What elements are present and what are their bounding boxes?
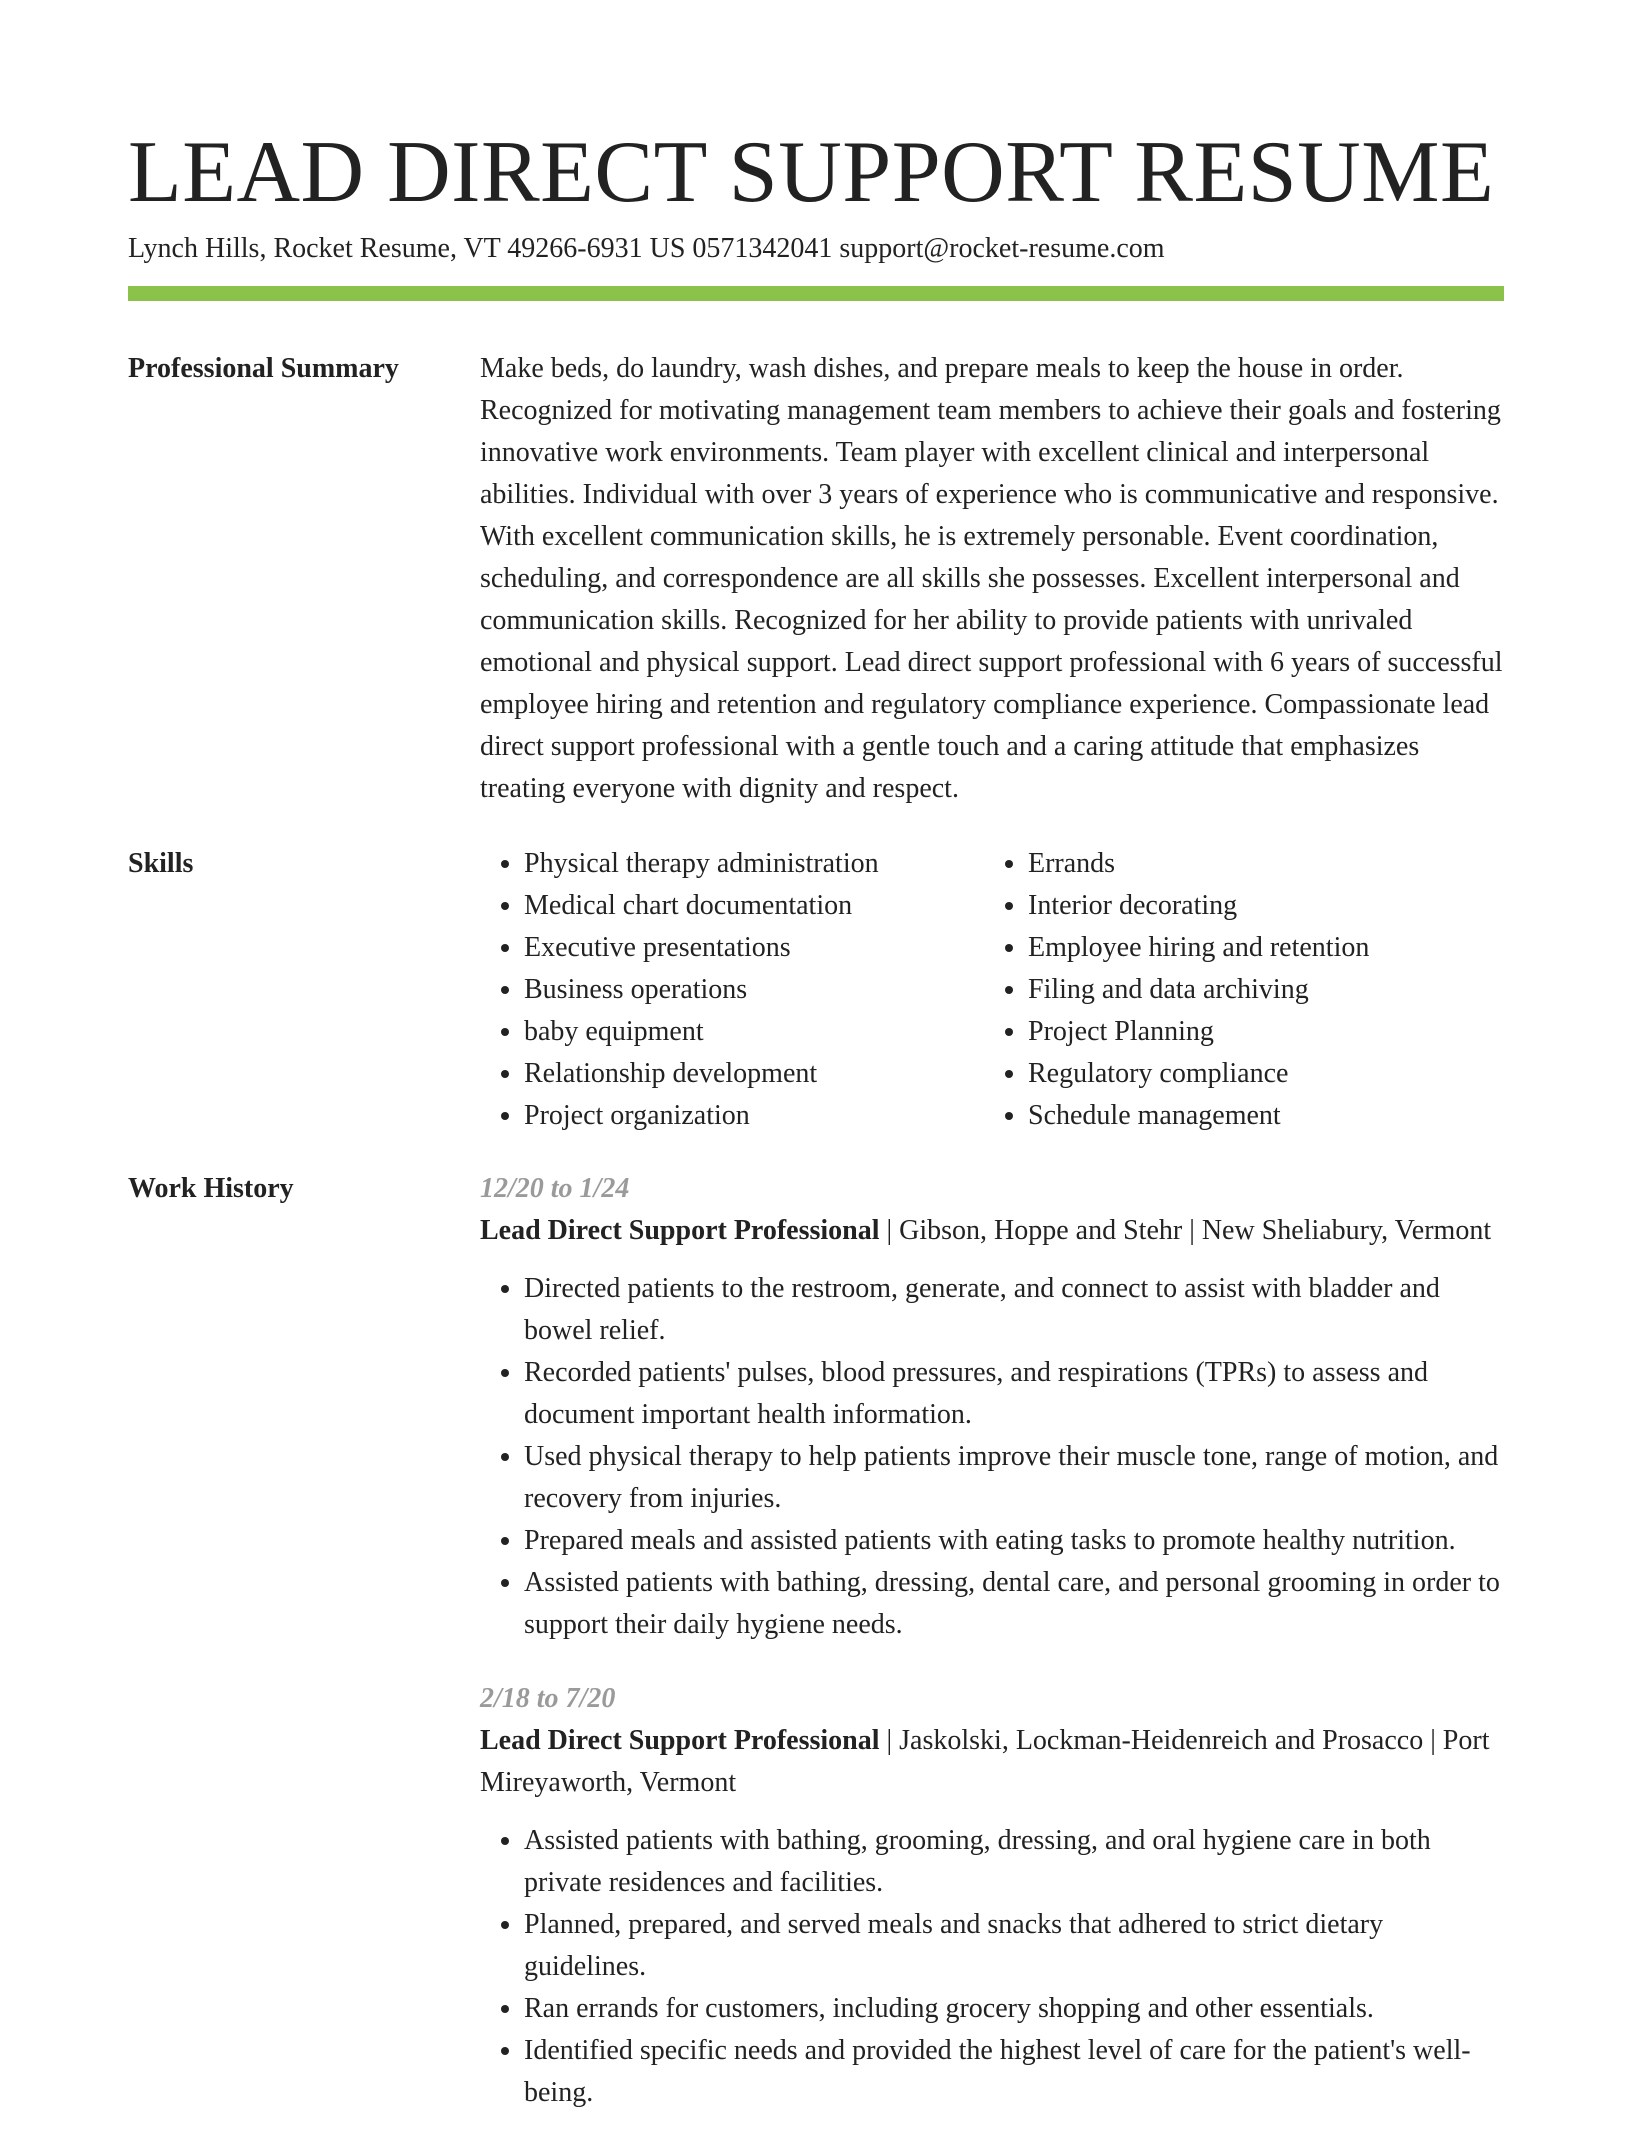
resume-title: LEAD DIRECT SUPPORT RESUME bbox=[128, 124, 1495, 221]
skill-item: • Relationship development bbox=[524, 1053, 984, 1095]
skills-columns bbox=[480, 843, 1504, 1137]
job-entry bbox=[480, 1678, 1504, 2114]
skill-item: • Filing and data archiving bbox=[1028, 969, 1488, 1011]
skill-item: • Employee hiring and retention bbox=[1028, 927, 1488, 969]
job-heading bbox=[480, 1720, 1504, 1804]
job-dates: 2/18 to 7/20 bbox=[480, 1683, 616, 1714]
skill-item: • Physical therapy administration bbox=[524, 843, 984, 885]
skill-item: • Schedule management bbox=[1028, 1095, 1488, 1137]
skills-list-left bbox=[480, 843, 984, 1137]
job-employer-location: | Jaskolski, Lockman-Heidenreich and Prosacco | Port Mireyaworth, Vermont bbox=[480, 1725, 1490, 1798]
job-duty: • Used physical therapy to help patients improve their muscle tone, range of motion, and recovery from injuries. bbox=[524, 1436, 1504, 1520]
job-duties-list bbox=[480, 1820, 1504, 2114]
skill-item: • Executive presentations bbox=[524, 927, 984, 969]
job-duty: • Assisted patients with bathing, dressing, dental care, and personal grooming in order to support their daily hygiene needs. bbox=[524, 1562, 1504, 1646]
skills-body bbox=[480, 843, 1504, 1137]
header-divider bbox=[128, 286, 1504, 301]
work-history-body bbox=[480, 1168, 1504, 2146]
skill-item: • Project Planning bbox=[1028, 1011, 1488, 1053]
job-duty: • Prepared meals and assisted patients with eating tasks to promote healthy nutrition. bbox=[524, 1520, 1504, 1562]
work-history-heading: Work History bbox=[128, 1173, 294, 1204]
skill-item: • Project organization bbox=[524, 1095, 984, 1137]
job-heading bbox=[480, 1210, 1504, 1252]
job-title: Lead Direct Support Professional bbox=[480, 1215, 880, 1246]
job-duty: • Planned, prepared, and served meals and snacks that adhered to strict dietary guidelines. bbox=[524, 1904, 1504, 1988]
job-duty: • Directed patients to the restroom, generate, and connect to assist with bladder and bowel relief. bbox=[524, 1268, 1504, 1352]
skill-item: • baby equipment bbox=[524, 1011, 984, 1053]
contact-line: Lynch Hills, Rocket Resume, VT 49266-6931 US 0571342041 support@rocket-resume.com bbox=[128, 233, 1165, 264]
job-entry bbox=[480, 1168, 1504, 1646]
skills-heading: Skills bbox=[128, 848, 194, 879]
skill-item: • Regulatory compliance bbox=[1028, 1053, 1488, 1095]
skill-item: • Medical chart documentation bbox=[524, 885, 984, 927]
skills-list-right bbox=[984, 843, 1488, 1137]
skill-item: • Errands bbox=[1028, 843, 1488, 885]
job-title: Lead Direct Support Professional bbox=[480, 1725, 880, 1756]
summary-text: Make beds, do laundry, wash dishes, and prepare meals to keep the house in order. Recognized for motivating management team members to achieve their goals and fostering innovative work environments. Team player with excellent clinical and interpersonal abilities. Individual with over 3 years of experience who is communicative and responsive. With excellent communication skills, he is extremely personable. Event coordination, scheduling, and correspondence are all skills she possesses. Excellent interpersonal and communication skills. Recognized for her ability to provide patients with unrivaled emotional and physical support. Lead direct support professional with 6 years of successful employee hiring and retention and regulatory compliance experience. Compassionate lead direct support professional with a gentle touch and a caring attitude that emphasizes treating everyone with dignity and respect. bbox=[480, 353, 1503, 804]
summary-body bbox=[480, 348, 1504, 810]
job-employer-location: | Gibson, Hoppe and Stehr | New Sheliabury, Vermont bbox=[879, 1215, 1492, 1246]
job-duty: • Assisted patients with bathing, grooming, dressing, and oral hygiene care in both private residences and facilities. bbox=[524, 1820, 1504, 1904]
skill-item: • Interior decorating bbox=[1028, 885, 1488, 927]
job-duties-list bbox=[480, 1268, 1504, 1646]
skill-item: • Business operations bbox=[524, 969, 984, 1011]
summary-heading: Professional Summary bbox=[128, 353, 399, 384]
job-duty: • Recorded patients' pulses, blood pressures, and respirations (TPRs) to assess and document important health information. bbox=[524, 1352, 1504, 1436]
job-dates: 12/20 to 1/24 bbox=[480, 1173, 630, 1204]
job-duty: • Ran errands for customers, including grocery shopping and other essentials. bbox=[524, 1988, 1504, 2030]
job-duty: • Identified specific needs and provided the highest level of care for the patient's well-being. bbox=[524, 2030, 1504, 2114]
